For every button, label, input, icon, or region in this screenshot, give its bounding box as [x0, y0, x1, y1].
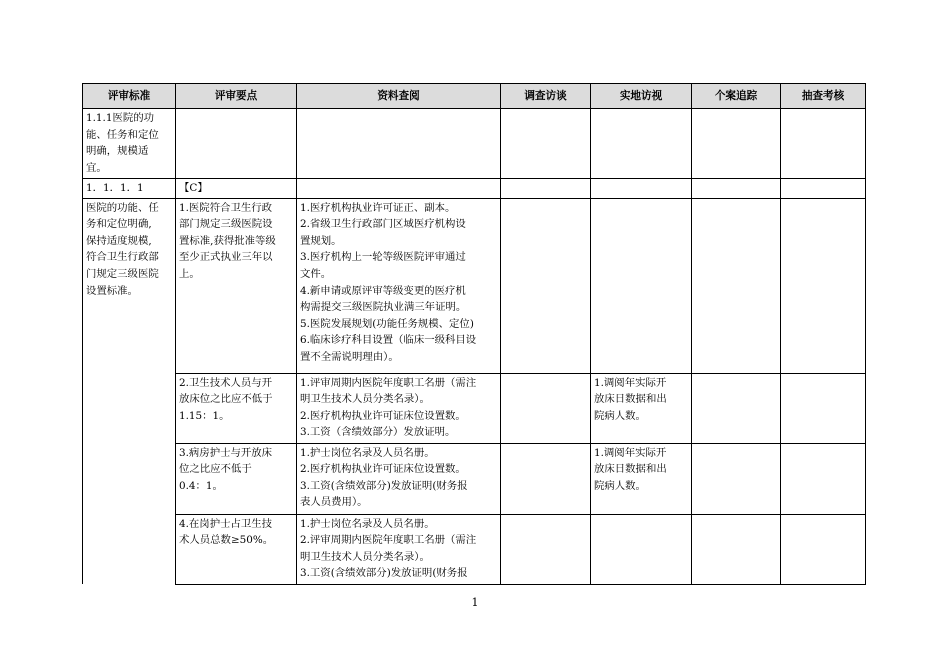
visit-line: 放床日数据和出	[594, 393, 667, 406]
visit-line: 院病人数。	[594, 409, 646, 422]
key-point-line: 1.15：1。	[179, 409, 230, 422]
doc-line: 明卫生技术人员分类名录）。	[300, 393, 430, 406]
doc-line: 1.评审周期内医院年度职工名册（需注	[300, 376, 477, 389]
document-review-cell	[297, 514, 501, 584]
table-row	[83, 109, 866, 179]
doc-line: 3.工资(含绩效部分)发放证明(财务报	[300, 567, 468, 580]
table-row	[83, 198, 866, 373]
header-standard: 评审标准	[83, 84, 176, 109]
doc-line: 4.新申请或原评审等级变更的医疗机	[300, 284, 466, 297]
key-point-line: 0.4：1。	[179, 479, 223, 492]
doc-line: 1.医疗机构执业许可证正、副本。	[300, 201, 456, 214]
doc-line: 构需提交三级医院执业满三年证明。	[300, 301, 467, 314]
doc-line: 表人员费用）。	[300, 496, 368, 509]
doc-line: 2.医疗机构执业许可证床位设置数。	[300, 409, 466, 422]
header-case-tracking: 个案追踪	[692, 84, 781, 109]
key-point-line: 4.在岗护士占卫生技	[179, 517, 273, 530]
key-point-line: 放床位之比应不低于	[179, 393, 273, 406]
standard-text-line: 务和定位明确,	[86, 218, 152, 231]
doc-line: 3.医疗机构上一轮等级医院评审通过	[300, 251, 466, 264]
level-badge: 【C】	[176, 179, 297, 199]
doc-line: 1.护士岗位名录及人员名册。	[300, 517, 435, 530]
site-visit-cell	[591, 443, 692, 514]
key-point-line: 至少正式执业三年以	[179, 251, 273, 264]
doc-line: 文件。	[300, 267, 332, 280]
doc-line: 6.临床诊疗科目设置（临床一级科目设	[300, 334, 477, 347]
review-standards-table	[82, 83, 866, 585]
doc-line: 2.省级卫生行政部门区域医疗机构设	[300, 218, 466, 231]
visit-line: 1.调阅年实际开	[594, 376, 667, 389]
standard-text-line: 医院的功能、任	[86, 201, 159, 214]
header-spot-check: 抽查考核	[781, 84, 866, 109]
document-review-cell	[297, 198, 501, 373]
standard-line: 1.1.1医院的功	[86, 112, 155, 124]
document-review-cell	[297, 373, 501, 443]
standard-cell	[83, 109, 176, 179]
doc-line: 2.医疗机构执业许可证床位设置数。	[300, 463, 466, 476]
header-key-points: 评审要点	[176, 84, 297, 109]
page-number: 1	[471, 596, 479, 609]
key-point-line: 术人员总数≥50%。	[179, 534, 274, 547]
doc-line: 3.工资（含绩效部分）发放证明。	[300, 426, 456, 439]
standard-line: 宜。	[86, 161, 107, 174]
standard-text-line: 符合卫生行政部	[86, 251, 159, 264]
doc-line: 置不全需说明理由）。	[300, 350, 399, 363]
standard-text-line: 设置标准。	[86, 284, 138, 297]
doc-line: 3.工资(含绩效部分)发放证明(财务报	[300, 479, 468, 492]
standard-code: 1．1．1．1	[83, 179, 176, 199]
header-site-visit: 实地访视	[591, 84, 692, 109]
table-row	[83, 373, 866, 443]
header-document-review: 资料查阅	[297, 84, 501, 109]
standard-text-line: 保持适度规模,	[86, 234, 152, 247]
doc-line: 明卫生技术人员分类名录）。	[300, 550, 430, 563]
standard-text-line: 门规定三级医院	[86, 267, 159, 280]
site-visit-cell	[591, 373, 692, 443]
key-point-line: 置标准,获得批准等级	[179, 234, 276, 247]
key-point-cell	[176, 373, 297, 443]
key-point-line: 1.医院符合卫生行政	[179, 201, 273, 214]
doc-line: 1.护士岗位名录及人员名册。	[300, 446, 435, 459]
document-review-cell	[297, 443, 501, 514]
table-row	[83, 443, 866, 514]
key-point-line: 上。	[179, 267, 200, 280]
visit-line: 1.调阅年实际开	[594, 446, 667, 459]
standard-line: 明确，规模适	[86, 145, 149, 158]
header-interview: 调查访谈	[501, 84, 591, 109]
key-point-cell	[176, 514, 297, 584]
visit-line: 院病人数。	[594, 479, 646, 492]
key-point-line: 2.卫生技术人员与开	[179, 376, 273, 389]
doc-line: 2.评审周期内医院年度职工名册（需注	[300, 534, 477, 547]
key-point-cell	[176, 198, 297, 373]
key-point-cell	[176, 443, 297, 514]
table-row	[83, 179, 866, 199]
standard-line: 能、任务和定位	[86, 128, 159, 141]
visit-line: 放床日数据和出	[594, 463, 667, 476]
standard-text-cell	[83, 198, 176, 584]
table-row	[83, 514, 866, 584]
doc-line: 5.医院发展规划(功能任务规模、定位)	[300, 317, 474, 330]
header-row	[83, 84, 866, 109]
key-point-line: 位之比应不低于	[179, 463, 252, 476]
doc-line: 置规划。	[300, 234, 342, 247]
key-point-line: 部门规定三级医院设	[179, 218, 273, 231]
key-point-line: 3.病房护士与开放床	[179, 446, 273, 459]
